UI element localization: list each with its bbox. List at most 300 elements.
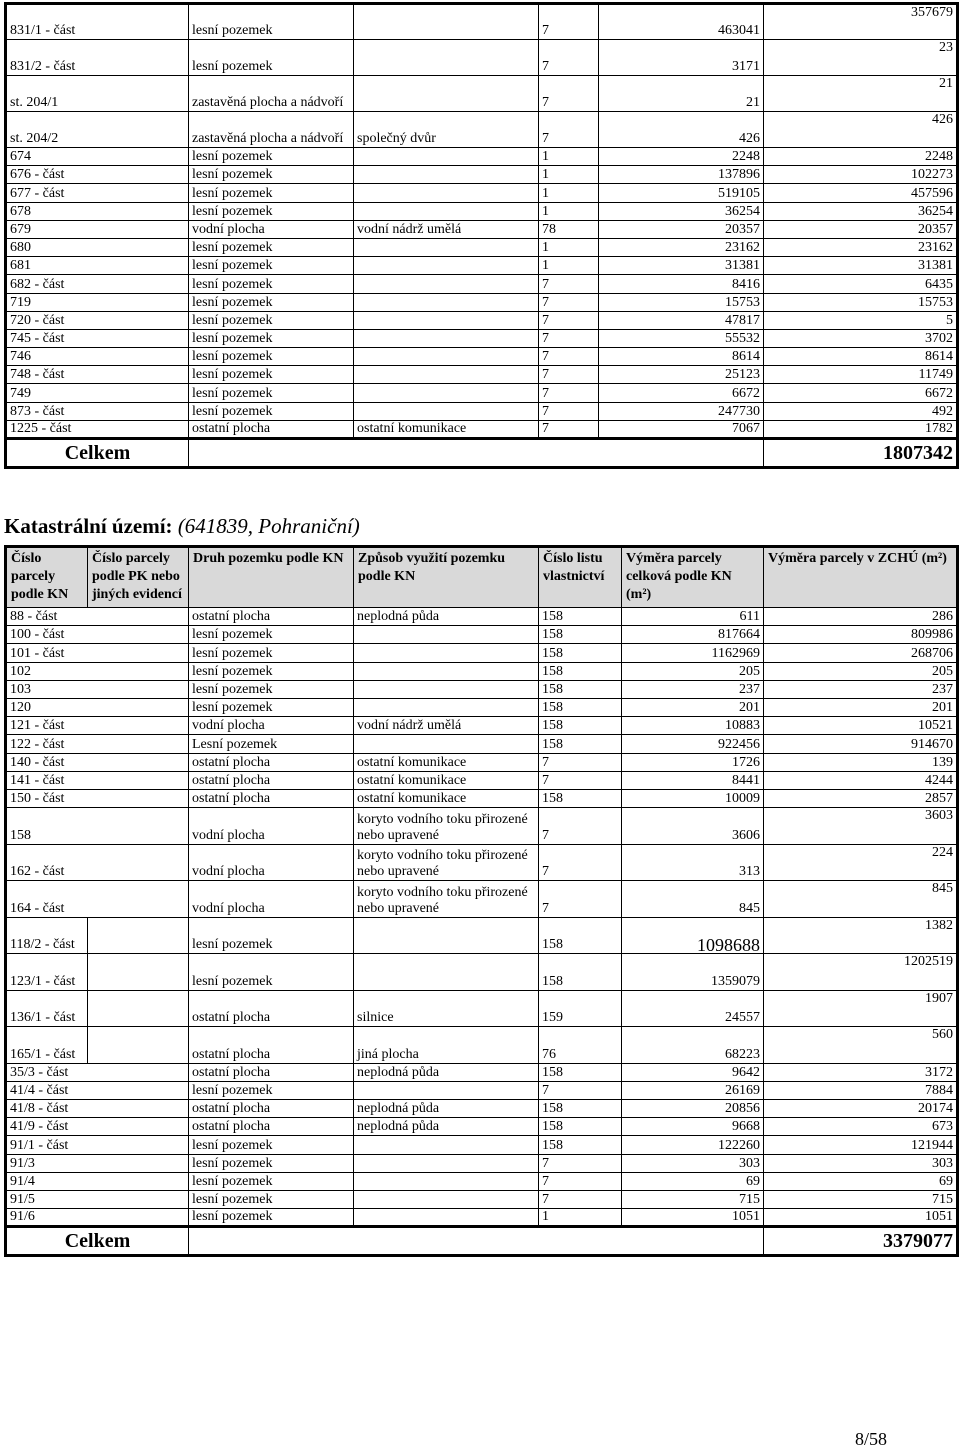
parcel-table-2 <box>4 545 959 1257</box>
cell-area-zchu: 21 <box>764 76 958 112</box>
cell-parcel: 102 <box>6 662 88 680</box>
table-row <box>6 293 958 311</box>
cell-parcel: 165/1 - část <box>6 1027 88 1064</box>
table-row <box>6 402 958 420</box>
cell-land-use: vodní nádrž umělá <box>354 717 539 735</box>
cell-parcel-pk <box>88 1209 189 1227</box>
cell-ownership-sheet: 7 <box>539 275 599 293</box>
cell-area-total: 10009 <box>622 789 764 807</box>
cell-parcel: 719 <box>6 293 189 311</box>
cell-land-type: ostatní plocha <box>189 608 354 626</box>
cell-ownership-sheet: 7 <box>539 1154 622 1172</box>
cell-area-zchu: 560 <box>764 1027 958 1064</box>
cell-parcel-pk <box>88 1081 189 1099</box>
table-row <box>6 1190 958 1208</box>
cell-land-type: ostatní plocha <box>189 420 354 438</box>
cell-land-type: lesní pozemek <box>189 1081 354 1099</box>
cell-land-type: lesní pozemek <box>189 184 354 202</box>
cell-parcel: 682 - část <box>6 275 189 293</box>
table-row <box>6 954 958 991</box>
header-area-zchu: Výměra parcely v ZCHÚ (m²) <box>764 547 958 608</box>
cell-area-zchu: 102273 <box>764 166 958 184</box>
cell-land-type: vodní plocha <box>189 717 354 735</box>
cell-parcel-pk <box>88 954 189 991</box>
cell-land-type: lesní pozemek <box>189 202 354 220</box>
table-row <box>6 4 958 40</box>
cell-area-zchu: 3603 <box>764 808 958 845</box>
cell-ownership-sheet: 7 <box>539 420 599 438</box>
cell-parcel-pk <box>88 1063 189 1081</box>
cell-ownership-sheet: 7 <box>539 348 599 366</box>
cell-area-zchu: 715 <box>764 1190 958 1208</box>
cell-parcel: 873 - část <box>6 402 189 420</box>
cell-ownership-sheet: 158 <box>539 698 622 716</box>
cell-area-total: 3606 <box>622 808 764 845</box>
cell-parcel: 35/3 - část <box>6 1063 88 1081</box>
cell-ownership-sheet: 158 <box>539 662 622 680</box>
cell-area-total: 122260 <box>622 1136 764 1154</box>
cell-land-type: lesní pozemek <box>189 275 354 293</box>
cell-parcel: 140 - část <box>6 753 88 771</box>
cell-land-use <box>354 1136 539 1154</box>
table-row <box>6 112 958 148</box>
cell-parcel-pk <box>88 1027 189 1064</box>
cell-area-zchu: 121944 <box>764 1136 958 1154</box>
cadastral-area-label: Katastrální území: <box>4 514 173 538</box>
cell-land-type: lesní pozemek <box>189 238 354 256</box>
cell-area-zchu: 268706 <box>764 644 958 662</box>
cell-land-use: společný dvůr <box>354 112 539 148</box>
cell-parcel: 121 - část <box>6 717 88 735</box>
cell-ownership-sheet: 1 <box>539 166 599 184</box>
cell-ownership-sheet: 7 <box>539 40 599 76</box>
cell-area-total: 25123 <box>599 366 764 384</box>
cell-parcel: 681 <box>6 257 189 275</box>
cell-land-type: lesní pozemek <box>189 148 354 166</box>
table-row <box>6 220 958 238</box>
cell-land-type: ostatní plocha <box>189 789 354 807</box>
cell-ownership-sheet: 158 <box>539 1063 622 1081</box>
cell-area-total: 15753 <box>599 293 764 311</box>
cell-parcel: 676 - část <box>6 166 189 184</box>
table-row <box>6 1118 958 1136</box>
cell-land-type: ostatní plocha <box>189 990 354 1027</box>
table-row <box>6 238 958 256</box>
table-row <box>6 698 958 716</box>
cell-area-total: 205 <box>622 662 764 680</box>
cell-parcel: 679 <box>6 220 189 238</box>
table-row <box>6 626 958 644</box>
total-label: Celkem <box>6 439 189 468</box>
cell-ownership-sheet: 7 <box>539 844 622 881</box>
cell-area-total: 7067 <box>599 420 764 438</box>
cell-land-use <box>354 275 539 293</box>
cell-land-use: ostatní komunikace <box>354 753 539 771</box>
cell-parcel-pk <box>88 771 189 789</box>
cell-parcel: 41/8 - část <box>6 1099 88 1117</box>
cell-ownership-sheet: 7 <box>539 293 599 311</box>
cell-ownership-sheet: 158 <box>539 1118 622 1136</box>
table-row <box>6 384 958 402</box>
table-row <box>6 1172 958 1190</box>
cadastral-area-value: (641839, Pohraniční) <box>177 514 360 538</box>
cell-area-total: 519105 <box>599 184 764 202</box>
cell-area-zchu: 2857 <box>764 789 958 807</box>
table-row <box>6 76 958 112</box>
cell-land-use <box>354 238 539 256</box>
cell-land-type: lesní pozemek <box>189 1209 354 1227</box>
cell-land-use: vodní nádrž umělá <box>354 220 539 238</box>
cell-land-use <box>354 626 539 644</box>
cell-land-use <box>354 644 539 662</box>
cell-land-type: ostatní plocha <box>189 1063 354 1081</box>
cell-land-type: lesní pozemek <box>189 698 354 716</box>
cell-area-total: 463041 <box>599 4 764 40</box>
cell-area-zchu: 6672 <box>764 384 958 402</box>
cell-parcel: 120 <box>6 698 88 716</box>
table-row <box>6 844 958 881</box>
cell-land-type: lesní pozemek <box>189 293 354 311</box>
total-spacer <box>189 439 764 468</box>
cell-land-use: neplodná půda <box>354 608 539 626</box>
cell-parcel-pk <box>88 1154 189 1172</box>
cell-land-type: ostatní plocha <box>189 753 354 771</box>
cell-area-total: 817664 <box>622 626 764 644</box>
cell-land-use <box>354 76 539 112</box>
cell-land-use <box>354 954 539 991</box>
cell-area-total: 1162969 <box>622 644 764 662</box>
cell-area-total: 9642 <box>622 1063 764 1081</box>
cell-area-total: 1726 <box>622 753 764 771</box>
cell-parcel: st. 204/1 <box>6 76 189 112</box>
cell-area-total: 8416 <box>599 275 764 293</box>
cell-land-use <box>354 348 539 366</box>
cell-parcel: 91/5 <box>6 1190 88 1208</box>
cell-ownership-sheet: 158 <box>539 644 622 662</box>
header-land-use: Způsob využití pozemku podle KN <box>354 547 539 608</box>
cell-area-total: 715 <box>622 1190 764 1208</box>
cell-ownership-sheet: 158 <box>539 717 622 735</box>
cell-land-use <box>354 366 539 384</box>
table-row <box>6 366 958 384</box>
cell-area-zchu: 5 <box>764 311 958 329</box>
header-area-total: Výměra parcely celková podle KN (m²) <box>622 547 764 608</box>
cell-area-zchu: 1907 <box>764 990 958 1027</box>
cell-ownership-sheet: 7 <box>539 808 622 845</box>
cell-ownership-sheet: 7 <box>539 4 599 40</box>
page-number: 8/58 <box>854 1429 887 1449</box>
cell-land-type: lesní pozemek <box>189 402 354 420</box>
cell-land-use <box>354 735 539 753</box>
cell-area-zchu: 15753 <box>764 293 958 311</box>
cell-area-total: 3171 <box>599 40 764 76</box>
cell-land-type: lesní pozemek <box>189 626 354 644</box>
table-row <box>6 1136 958 1154</box>
cell-land-type: zastavěná plocha a nádvoří <box>189 112 354 148</box>
cell-area-total: 20357 <box>599 220 764 238</box>
parcel-table-1 <box>4 2 959 469</box>
cell-area-total: 24557 <box>622 990 764 1027</box>
cell-parcel: 91/4 <box>6 1172 88 1190</box>
cell-area-total: 10883 <box>622 717 764 735</box>
cell-area-zchu: 10521 <box>764 717 958 735</box>
cell-area-zchu: 426 <box>764 112 958 148</box>
cell-area-zchu: 1202519 <box>764 954 958 991</box>
header-ownership-sheet: Číslo listu vlastnictví <box>539 547 622 608</box>
header-parcel-pk: Číslo parcely podle PK nebo jiných evidencí <box>88 547 189 608</box>
cell-land-type: lesní pozemek <box>189 680 354 698</box>
cell-parcel: 123/1 - část <box>6 954 88 991</box>
cell-area-zchu: 2248 <box>764 148 958 166</box>
cell-parcel: 103 <box>6 680 88 698</box>
cell-parcel: 678 <box>6 202 189 220</box>
cell-land-type: lesní pozemek <box>189 384 354 402</box>
cell-land-use: neplodná půda <box>354 1099 539 1117</box>
table-row <box>6 257 958 275</box>
cell-land-type: lesní pozemek <box>189 257 354 275</box>
cell-area-total: 247730 <box>599 402 764 420</box>
cell-land-use: ostatní komunikace <box>354 771 539 789</box>
cell-land-type: lesní pozemek <box>189 644 354 662</box>
cell-land-type: vodní plocha <box>189 844 354 881</box>
table-row <box>6 311 958 329</box>
cell-land-use <box>354 662 539 680</box>
cell-area-total: 21 <box>599 76 764 112</box>
cell-parcel: 136/1 - část <box>6 990 88 1027</box>
cell-area-total: 68223 <box>622 1027 764 1064</box>
cell-ownership-sheet: 7 <box>539 366 599 384</box>
cell-land-use <box>354 202 539 220</box>
cell-parcel: 88 - část <box>6 608 88 626</box>
cell-parcel: 100 - část <box>6 626 88 644</box>
cell-land-use <box>354 680 539 698</box>
table-row <box>6 662 958 680</box>
cell-parcel-pk <box>88 753 189 771</box>
cell-area-total: 303 <box>622 1154 764 1172</box>
cell-parcel-pk <box>88 1118 189 1136</box>
cell-area-total: 237 <box>622 680 764 698</box>
cell-land-use: silnice <box>354 990 539 1027</box>
cell-parcel: 91/6 <box>6 1209 88 1227</box>
table-row <box>6 608 958 626</box>
cell-area-total: 1051 <box>622 1209 764 1227</box>
cell-parcel: 158 <box>6 808 88 845</box>
cell-land-use: jiná plocha <box>354 1027 539 1064</box>
cell-area-zchu: 3702 <box>764 329 958 347</box>
cell-land-use: koryto vodního toku přirozené nebo upravené <box>354 844 539 881</box>
cell-land-use <box>354 384 539 402</box>
cell-land-type: lesní pozemek <box>189 366 354 384</box>
cell-ownership-sheet: 7 <box>539 384 599 402</box>
table-row <box>6 881 958 918</box>
cell-area-zchu: 31381 <box>764 257 958 275</box>
cell-land-type: vodní plocha <box>189 220 354 238</box>
total-row <box>6 439 958 468</box>
cell-area-zchu: 8614 <box>764 348 958 366</box>
cell-land-type: lesní pozemek <box>189 4 354 40</box>
table-row <box>6 1154 958 1172</box>
cell-parcel: 1225 - část <box>6 420 189 438</box>
cell-ownership-sheet: 7 <box>539 771 622 789</box>
cell-land-use: koryto vodního toku přirozené nebo upravené <box>354 881 539 918</box>
cell-parcel: 674 <box>6 148 189 166</box>
cell-parcel-pk <box>88 1190 189 1208</box>
cell-parcel-pk <box>88 644 189 662</box>
table-row <box>6 202 958 220</box>
table-row <box>6 808 958 845</box>
cell-ownership-sheet: 158 <box>539 608 622 626</box>
cell-parcel: 150 - část <box>6 789 88 807</box>
cell-land-type: vodní plocha <box>189 808 354 845</box>
cell-ownership-sheet: 1 <box>539 148 599 166</box>
table-row <box>6 148 958 166</box>
cell-parcel: 118/2 - část <box>6 917 88 954</box>
table-row <box>6 753 958 771</box>
cell-land-type: lesní pozemek <box>189 166 354 184</box>
cell-area-total: 8614 <box>599 348 764 366</box>
table-row <box>6 680 958 698</box>
cell-ownership-sheet: 7 <box>539 112 599 148</box>
cell-ownership-sheet: 78 <box>539 220 599 238</box>
cell-parcel: 748 - část <box>6 366 189 384</box>
cell-land-type: ostatní plocha <box>189 1099 354 1117</box>
cell-ownership-sheet: 76 <box>539 1027 622 1064</box>
cell-ownership-sheet: 7 <box>539 311 599 329</box>
table-row <box>6 166 958 184</box>
cell-area-zchu: 6435 <box>764 275 958 293</box>
cell-ownership-sheet: 158 <box>539 626 622 644</box>
cell-area-zchu: 205 <box>764 662 958 680</box>
cell-area-zchu: 20174 <box>764 1099 958 1117</box>
cell-parcel-pk <box>88 608 189 626</box>
total-value: 3379077 <box>764 1227 958 1256</box>
cell-land-use <box>354 402 539 420</box>
cell-land-use: koryto vodního toku přirozené nebo upravené <box>354 808 539 845</box>
table-row <box>6 717 958 735</box>
table-row <box>6 184 958 202</box>
cell-parcel: 831/1 - část <box>10 23 76 38</box>
cell-land-type: lesní pozemek <box>189 40 354 76</box>
cell-parcel: 831/2 - část <box>6 40 189 76</box>
cell-parcel-pk <box>88 626 189 644</box>
cell-parcel: 101 - část <box>6 644 88 662</box>
cell-land-use: ostatní komunikace <box>354 789 539 807</box>
cell-land-type: ostatní plocha <box>189 1118 354 1136</box>
cell-area-zchu: 357679 <box>764 4 958 40</box>
cell-ownership-sheet: 1 <box>539 202 599 220</box>
cell-land-type: lesní pozemek <box>189 954 354 991</box>
cell-ownership-sheet: 158 <box>539 954 622 991</box>
table-row <box>6 644 958 662</box>
cell-land-use <box>354 1190 539 1208</box>
cell-land-use <box>354 148 539 166</box>
table-row <box>6 275 958 293</box>
cell-parcel-pk <box>88 662 189 680</box>
cell-parcel: 164 - část <box>6 881 88 918</box>
table-row <box>6 329 958 347</box>
cell-ownership-sheet: 158 <box>539 1099 622 1117</box>
cell-parcel-pk <box>88 844 189 881</box>
table-row <box>6 1027 958 1064</box>
cell-area-zchu: 201 <box>764 698 958 716</box>
cell-parcel: 746 <box>6 348 189 366</box>
table-row <box>6 1063 958 1081</box>
cell-ownership-sheet: 7 <box>539 881 622 918</box>
cell-land-use <box>354 293 539 311</box>
cell-area-zchu: 7884 <box>764 1081 958 1099</box>
cell-area-zchu: 457596 <box>764 184 958 202</box>
cell-parcel-pk <box>88 1099 189 1117</box>
total-label: Celkem <box>6 1227 189 1256</box>
cell-ownership-sheet: 7 <box>539 329 599 347</box>
cell-area-total: 47817 <box>599 311 764 329</box>
cell-area-zchu: 914670 <box>764 735 958 753</box>
cell-land-use <box>354 917 539 954</box>
header-land-type: Druh pozemku podle KN <box>189 547 354 608</box>
cell-land-type: lesní pozemek <box>189 348 354 366</box>
cell-area-zchu: 845 <box>764 881 958 918</box>
cell-area-zchu: 1782 <box>764 420 958 438</box>
cell-parcel: 141 - část <box>6 771 88 789</box>
cell-ownership-sheet: 7 <box>539 402 599 420</box>
cell-land-use <box>354 1081 539 1099</box>
cell-parcel-pk <box>88 808 189 845</box>
table-row <box>6 40 958 76</box>
cell-land-type: lesní pozemek <box>189 917 354 954</box>
cell-land-type: lesní pozemek <box>189 662 354 680</box>
cell-ownership-sheet: 7 <box>539 1190 622 1208</box>
cell-parcel: 162 - část <box>6 844 88 881</box>
cell-parcel: 91/3 <box>6 1154 88 1172</box>
cell-area-zchu: 4244 <box>764 771 958 789</box>
cell-land-use <box>354 1209 539 1227</box>
cell-ownership-sheet: 158 <box>539 789 622 807</box>
cell-ownership-sheet: 158 <box>539 735 622 753</box>
cell-area-zchu: 36254 <box>764 202 958 220</box>
cell-land-use <box>354 257 539 275</box>
cell-land-type: lesní pozemek <box>189 329 354 347</box>
cell-area-total: 313 <box>622 844 764 881</box>
cell-parcel: 41/4 - část <box>6 1081 88 1099</box>
cell-area-total: 8441 <box>622 771 764 789</box>
table-row <box>6 771 958 789</box>
cell-area-total: 201 <box>622 698 764 716</box>
cell-area-zchu: 286 <box>764 608 958 626</box>
cell-parcel: 749 <box>6 384 189 402</box>
cell-parcel: 91/1 - část <box>6 1136 88 1154</box>
cell-area-zchu: 20357 <box>764 220 958 238</box>
cell-parcel-pk <box>88 1172 189 1190</box>
cell-parcel: 680 <box>6 238 189 256</box>
table-header-row <box>6 547 958 608</box>
cell-ownership-sheet: 1 <box>539 1209 622 1227</box>
cell-area-zchu: 673 <box>764 1118 958 1136</box>
cell-area-zchu: 139 <box>764 753 958 771</box>
cell-area-zchu: 1051 <box>764 1209 958 1227</box>
cell-land-use <box>354 311 539 329</box>
cadastral-area-title <box>4 514 360 539</box>
cell-area-total: 26169 <box>622 1081 764 1099</box>
cell-area-zchu: 492 <box>764 402 958 420</box>
cell-area-total: 6672 <box>599 384 764 402</box>
cell-parcel: 122 - část <box>6 735 88 753</box>
cell-land-use: ostatní komunikace <box>354 420 539 438</box>
cell-parcel-pk <box>88 1136 189 1154</box>
cell-area-total: 31381 <box>599 257 764 275</box>
cell-ownership-sheet: 158 <box>539 680 622 698</box>
cell-ownership-sheet: 7 <box>539 76 599 112</box>
table-row <box>6 348 958 366</box>
